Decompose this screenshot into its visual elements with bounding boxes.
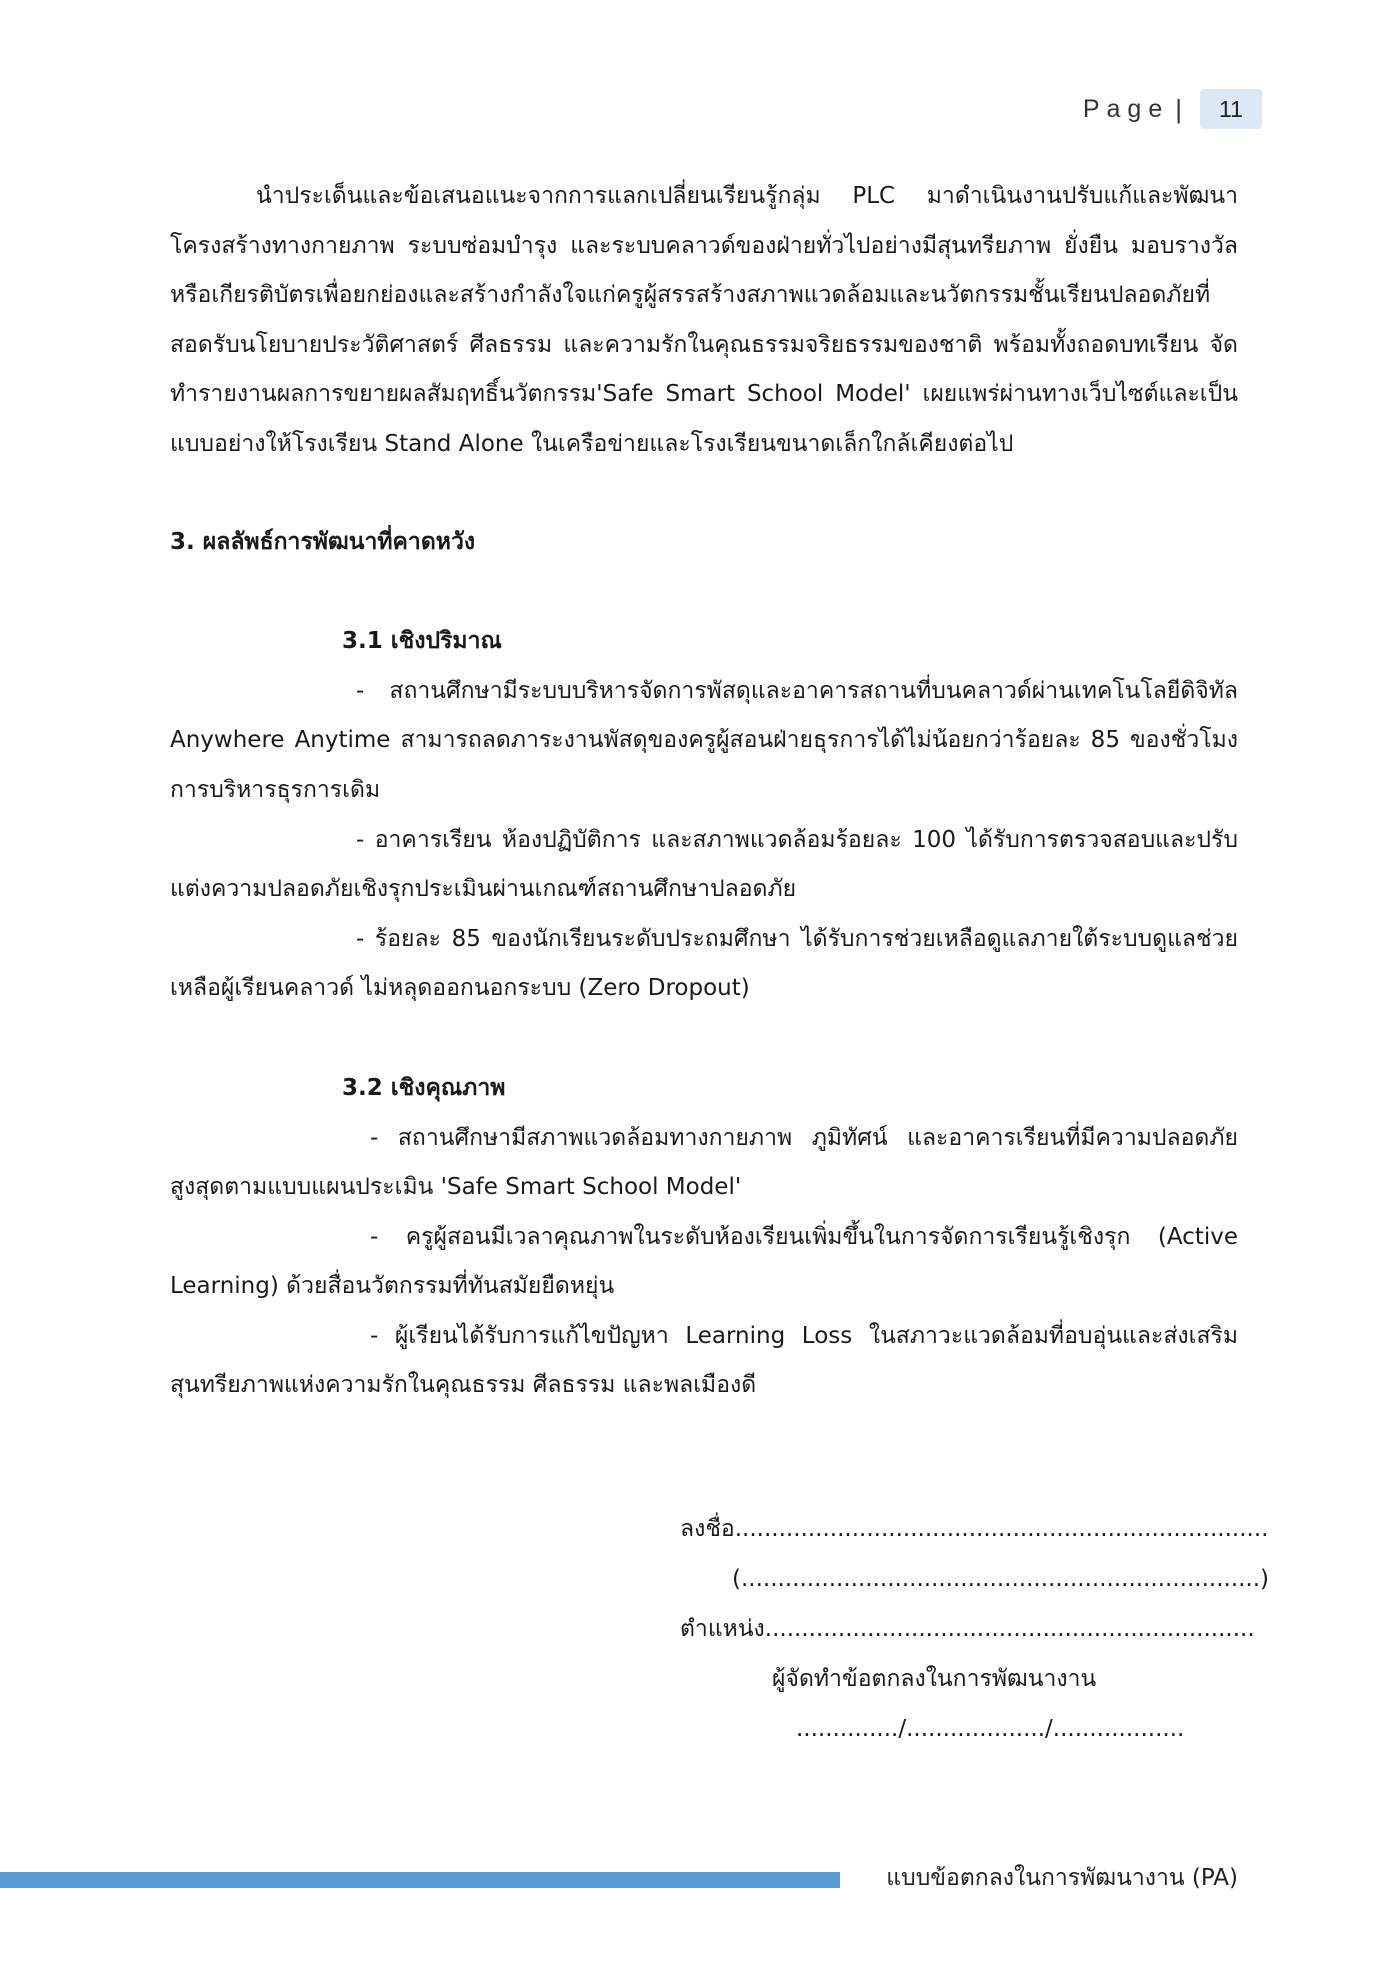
qualitative-item: - สถานศึกษามีสภาพแวดล้อมทางกายภาพ ภูมิทัศน์ และอาคารเรียนที่มีความปลอดภัยสูงสุดตามแบบแผนประเมิน 'Safe Smart School Model' xyxy=(170,1124,1238,1201)
subheading-quantitative: 3.1 เชิงปริมาณ xyxy=(342,628,502,655)
document-body xyxy=(170,172,1238,1411)
qualitative-item: - ผู้เรียนได้รับการแก้ไขปัญหา Learning Loss ในสภาวะแวดล้อมที่อบอุ่นและส่งเสริมสุนทรียภาพแห่งความรักในคุณธรรม ศีลธรรม และพลเมืองดี xyxy=(170,1322,1238,1399)
quantitative-item: - อาคารเรียน ห้องปฏิบัติการ และสภาพแวดล้อมร้อยละ 100 ได้รับการตรวจสอบและปรับแต่งความปลอดภัยเชิงรุกประเมินผ่านเกณฑ์สถานศึกษาปลอดภัย xyxy=(170,826,1238,903)
signer-position-line: ตำแหน่ง................................................................... xyxy=(680,1616,1255,1642)
quantitative-item: - สถานศึกษามีระบบบริหารจัดการพัสดุและอาคารสถานที่บนคลาวด์ผ่านเทคโนโลยีดิจิทัล Anywhere Anytime สามารถลดภาระงานพัสดุของครูผู้สอนฝ่ายธุรการได้ไม่น้อยกว่าร้อยละ 85 ของชั่วโมงการบริหารธุรการเดิม xyxy=(170,677,1238,803)
subheading-qualitative: 3.2 เชิงคุณภาพ xyxy=(342,1074,506,1101)
page-number-badge: 11 xyxy=(1200,89,1262,129)
signature-block xyxy=(680,1504,1270,1754)
page-header xyxy=(1083,88,1262,130)
intro-paragraph: นำประเด็นและข้อเสนอแนะจากการแลกเปลี่ยนเรียนรู้กลุ่ม PLC มาดำเนินงานปรับแก้และพัฒนาโครงสร้างทางกายภาพ ระบบซ่อมบำรุง และระบบคลาวด์ของฝ่ายทั่วไปอย่างมีสุนทรียภาพ ยั่งยืน มอบรางวัลหรือเกียรติบัตรเพื่อยกย่องและสร้างกำลังใจแก่ครูผู้สรรสร้างสภาพแวดล้อมและนวัตกรรมชั้นเรียนปลอดภัยที่สอดรับนโยบายประวัติศาสตร์ ศีลธรรม และความรักในคุณธรรมจริยธรรมของชาติ พร้อมทั้งถอดบทเรียน จัดทำรายงานผลการขยายผลสัมฤทธิ์นวัตกรรม'Safe Smart School Model' เผยแพร่ผ่านทางเว็บไซต์และเป็นแบบอย่างให้โรงเรียน Stand Alone ในเครือข่ายและโรงเรียนขนาดเล็กใกล้เคียงต่อไป xyxy=(170,183,1238,457)
page-label: Page xyxy=(1082,94,1170,123)
footer-accent-bar xyxy=(0,1872,840,1888)
section-heading-expected-results: 3. ผลลัพธ์การพัฒนาที่คาดหวัง xyxy=(170,528,476,555)
signer-role: ผู้จัดทำข้อตกลงในการพัฒนางาน xyxy=(772,1666,1097,1692)
signature-line: ลงชื่อ......................................................................... xyxy=(680,1516,1269,1542)
page-separator: | xyxy=(1175,93,1182,124)
qualitative-item: - ครูผู้สอนมีเวลาคุณภาพในระดับห้องเรียนเพิ่มขึ้นในการจัดการเรียนรู้เชิงรุก (Active Learning) ด้วยสื่อนวัตกรรมที่ทันสมัยยืดหยุ่น xyxy=(170,1223,1238,1300)
quantitative-item: - ร้อยละ 85 ของนักเรียนระดับประถมศึกษา ได้รับการช่วยเหลือดูแลภายใต้ระบบดูแลช่วยเหลือผู้เรียนคลาวด์ ไม่หลุดออกนอกระบบ (Zero Dropout) xyxy=(170,925,1238,1002)
signature-date-line: ............../.................../.................. xyxy=(796,1716,1185,1742)
footer-title: แบบข้อตกลงในการพัฒนางาน (PA) xyxy=(886,1865,1238,1891)
signer-name-line: (.......................................................................) xyxy=(732,1566,1270,1592)
